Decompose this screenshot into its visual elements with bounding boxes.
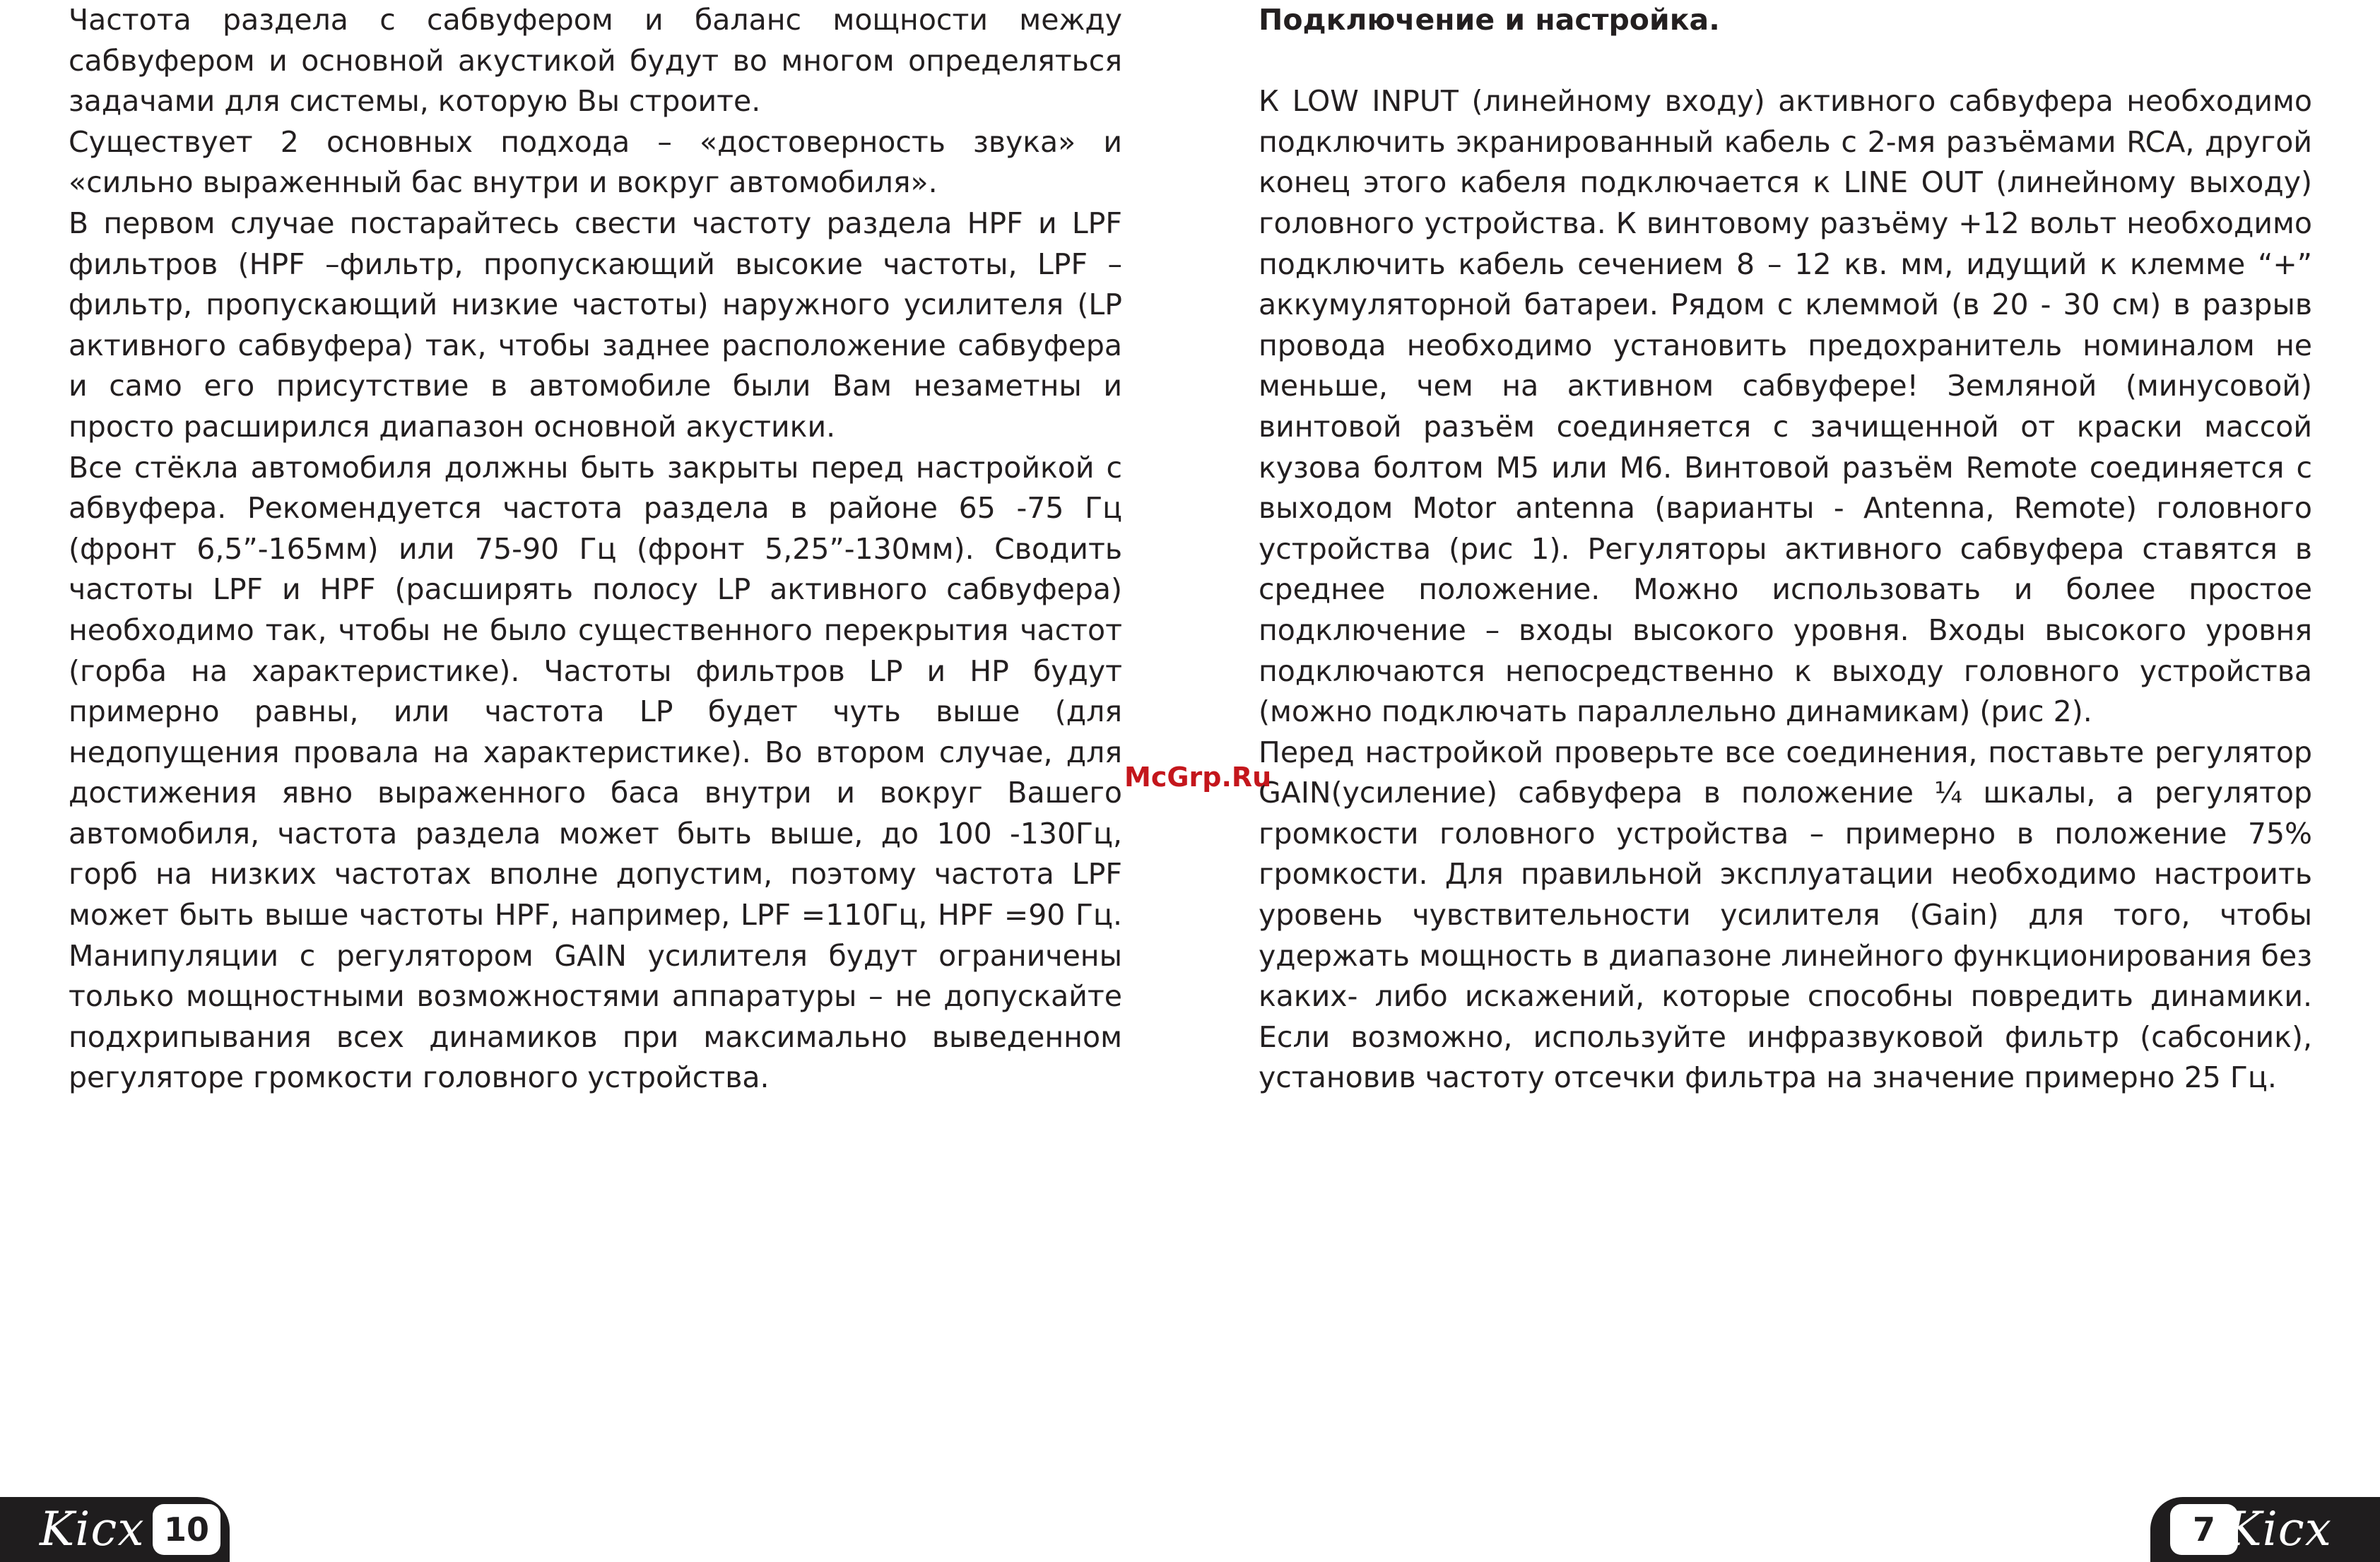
- page-number-right: 7: [2170, 1504, 2238, 1555]
- brand-logo-right: Kicx: [2227, 1502, 2332, 1556]
- left-paragraph-4: Все стёкла автомобиля должны быть закрыты перед настройкой с абвуфера. Рекомендуется частота раздела в районе 65 -75 Гц (фронт 6,5”-165мм) или 75-90 Гц (фронт 5,25”-130мм). Сводить частоты LPF и HPF (расширять полосу LP активного сабвуфера) необходимо так, чтобы не было существенного перекрытия частот (горба на характеристике). Частоты фильтров LP и HP будут примерно равны, или частота LP будет чуть выше (для недопущения провала на характеристике). Во втором случае, для достижения явно выраженного баса внутри и вокруг Вашего автомобиля, частота раздела может быть выше, до 100 -130Гц, горб на низких частотах вполне допустим, поэтому частота LPF может быть выше частоты HPF, например, LPF =110Гц, HPF =90 Гц. Манипуляции с регулятором GAIN усилителя будут ограничены только мощностными возможностями аппаратуры – не допускайте подхрипывания всех динамиков при максимально выведенном регуляторе громкости головного устройства.: [69, 450, 1122, 1095]
- left-column: [69, 0, 1122, 1099]
- brand-logo-left: Kicx: [40, 1502, 145, 1556]
- footer-left-tab: [0, 1497, 230, 1562]
- left-paragraph-2: Существует 2 основных подхода – «достоверность звука» и «сильно выраженный бас внутри и вокруг автомобиля».: [69, 124, 1122, 200]
- left-paragraph-3: В первом случае постарайтесь свести частоту раздела HPF и LPF фильтров (HPF –фильтр, пропускающий высокие частоты, LPF – фильтр, пропускающий низкие частоты) наружного усилителя (LP активного сабвуфера) так, чтобы заднее расположение сабвуфера и само его присутствие в автомобиле были Вам незаметны и просто расширился диапазон основной акустики.: [69, 206, 1122, 444]
- left-paragraph-1: Частота раздела с сабвуфером и баланс мощности между сабвуфером и основной акустикой будут во многом определяться задачами для системы, которую Вы строите.: [69, 3, 1122, 119]
- page-number-left: 10: [153, 1504, 220, 1555]
- right-column: [1259, 0, 2312, 1099]
- right-paragraph-2: Перед настройкой проверьте все соединения, поставьте регулятор GAIN(усиление) сабвуфера в положение ¼ шкалы, а регулятор громкости головного устройства – примерно в положение 75% громкости. Для правильной эксплуатации необходимо настроить уровень чувствительности усилителя (Gain) для того, чтобы удержать мощность в диапазоне линейного функционирования без каких- либо искажений, которые способны повредить динамики. Если возможно, используйте инфразвуковой фильтр (сабсоник), установив частоту отсечки фильтра на значение примерно 25 Гц.: [1259, 735, 2312, 1095]
- section-heading: Подключение и настройка.: [1259, 3, 1720, 37]
- watermark-link[interactable]: McGrp.Ru: [1124, 762, 1272, 793]
- right-paragraph-1: К LOW INPUT (линейному входу) активного сабвуфера необходимо подключить экранированный кабель с 2-мя разъёмами RCA, другой конец этого кабеля подключается к LINE OUT (линейному выходу) головного устройства. К винтовому разъёму +12 вольт необходимо подключить кабель сечением 8 – 12 кв. мм, идущий к клемме “+” аккумуляторной батареи. Рядом с клеммой (в 20 - 30 см) в разрыв провода необходимо установить предохранитель номиналом не меньше, чем на активном сабвуфере! Земляной (минусовой) винтовой разъём соединяется с зачищенной от краски массой кузова болтом М5 или М6. Винтовой разъём Remote соединяется с выходом Motor antenna (варианты - Antenna, Remote) головного устройства (рис 1). Регуляторы активного сабвуфера ставятся в среднее положение. Можно использовать и более простое подключение – входы высокого уровня. Входы высокого уровня подключаются непосредственно к выходу головного устройства (можно подключать параллельно динамикам) (рис 2).: [1259, 84, 2312, 729]
- spacer: [1259, 41, 2312, 82]
- footer-right-tab: [2150, 1497, 2380, 1562]
